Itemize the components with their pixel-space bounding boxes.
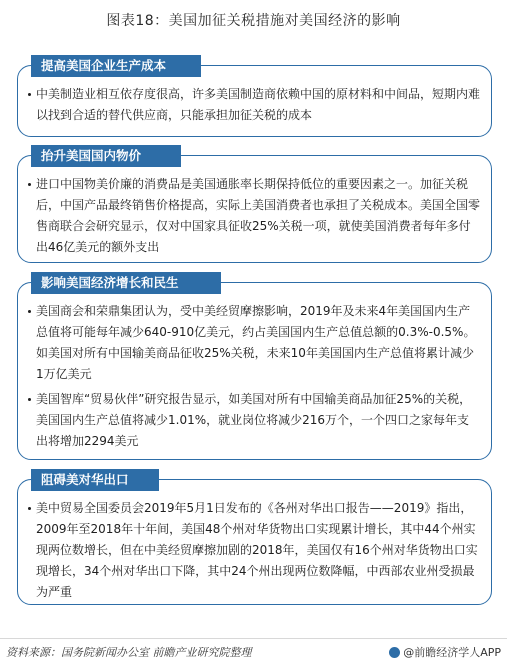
section-production-cost (17, 58, 492, 137)
section-header: 影响美国经济增长和民生 (31, 272, 221, 294)
section-content (28, 498, 481, 603)
section-growth-livelihood (17, 275, 492, 460)
bullet-paragraph: 美国商会和荣鼎集团认为，受中美经贸摩擦影响，2019年及未来4年美国国内生产总值将可能每年减少640-910亿美元，约占美国国内生产总值总额的0.3%-0.5%。如美国对所有中国输美商品征收25%关税，未来10年美国国内生产总值将累计减少1万亿美元 (28, 301, 481, 385)
brand-credit (389, 644, 501, 660)
section-header: 抬升美国国内物价 (31, 145, 181, 167)
footer (0, 638, 507, 662)
app-logo-icon (389, 647, 400, 658)
bullet-paragraph: 美中贸易全国委员会2019年5月1日发布的《各州对华出口报告——2019》指出，2009年至2018年十年间，美国48个州对华货物出口实现累计增长，其中44个州实现两位数增长，但在中美经贸摩擦加剧的2018年，美国仅有16个州对华货物出口实现增长，34个州对华出口下降，其中24个州出现两位数降幅，中西部农业州受损最为严重 (28, 498, 481, 603)
brand-label: @前瞻经济学人APP (403, 646, 501, 659)
section-content (28, 301, 481, 452)
bullet-paragraph: 美国智库“贸易伙伴”研究报告显示，如美国对所有中国输美商品加征25%的关税，美国国内生产总值将减少1.01%，就业岗位将减少216万个，一个四口之家每年支出将增加2294美元 (28, 389, 481, 452)
section-domestic-prices (17, 148, 492, 263)
bullet-paragraph: 进口中国物美价廉的消费品是美国通胀率长期保持低位的重要因素之一。加征关税后，中国产品最终销售价格提高，实际上美国消费者也承担了关税成本。美国全国零售商联合会研究显示，仅对中国家具征收25%关税一项，就使美国消费者每年多付出46亿美元的额外支出 (28, 174, 481, 258)
section-content (28, 174, 481, 258)
page-title: 图表18：美国加征关税措施对美国经济的影响 (106, 13, 401, 29)
section-header: 提高美国企业生产成本 (31, 55, 201, 77)
bullet-paragraph: 中美制造业相互依存度很高，许多美国制造商依赖中国的原材料和中间品，短期内难以找到合适的替代供应商，只能承担加征关税的成本 (28, 84, 481, 126)
source-note: 资料来源：国务院新闻办公室 前瞻产业研究院整理 (6, 646, 252, 659)
section-header: 阻碍美对华出口 (31, 469, 159, 491)
section-exports-to-china (17, 472, 492, 605)
section-content (28, 84, 481, 126)
